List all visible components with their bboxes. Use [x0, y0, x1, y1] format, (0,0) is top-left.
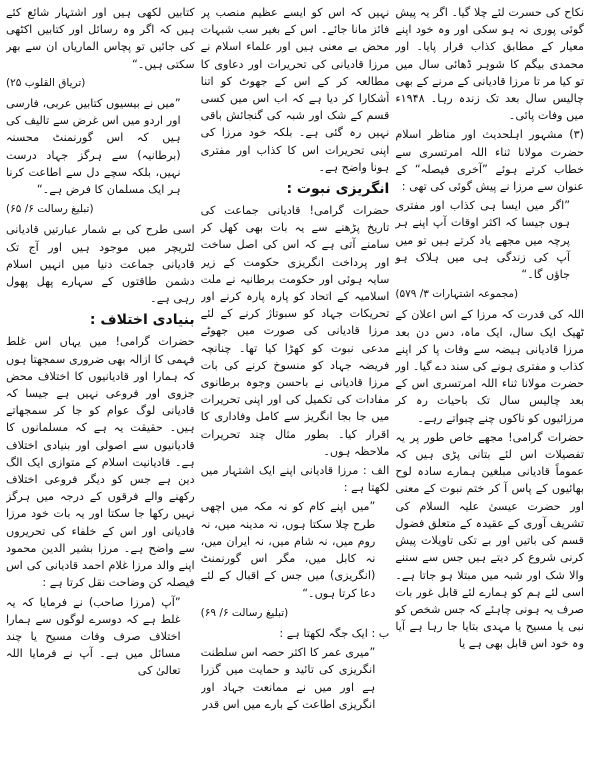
paragraph: کتابیں لکھی ہیں اور اشتہار شائع کئے ہیں کہ اگر وہ رسائل اور کتابیں اکٹھی کی جائیں تو پچاس الماریاں ان سے بھر سکتی ہیں۔“ [5, 6, 195, 71]
paragraph: ب : ایک جگہ لکھتا ہے : [279, 626, 390, 640]
citation: (مجموعہ اشتہارات ۳/ ۵۷۹) [395, 288, 519, 301]
quotation: ”میں اپنے کام کو نہ مکہ میں اچھی طرح چلا سکتا ہوں، نہ مدینہ میں، نہ روم میں، نہ شام میں، نہ ایران میں، نہ کابل میں، مگر اس گورنمنٹ (انگریزی) میں جس کے اقبال کے لئے دعا کرتا ہوں۔“ [200, 500, 376, 600]
paragraph: نکاح کی حسرت لئے چلا گیا۔ اگر یہ پیش گوئی پوری نہ ہو سکی اور وہ خود اپنے معیار کے مطابق کذاب قرار پایا۔ اور محمدی بیگم کا شوہر ڈھائی سال میں تو کیا مر تا مرزا قادیانی کے مرنے کے بھی چالیس سال بعد تک زندہ رہا۔ ۱۹۴۸ء میں وفات پائی۔ [395, 6, 584, 123]
quotation: ”اگر میں ایسا ہی کذاب اور مفتری ہوں جیسا کہ اکثر اوقات آپ اپنے ہر پرچہ میں مجھے یاد کرتے ہیں تو میں آپ کی زندگی ہی میں ہلاک ہو جاؤں گا۔“ [395, 199, 570, 282]
paragraph: (۳) مشہور اہلحدیث اور مناظر اسلام حضرت مولانا ثناء اللہ امرتسری سے خطاب کرتے ہوئے ”آخری فیصلہ“ کے عنوان سے مرزا نے پیش گوئی کی تھی : [395, 128, 584, 194]
paragraph: الف : مرزا قادیانی اپنے ایک اشتہار میں لکھتا ہے : [200, 464, 390, 495]
quotation: ”آپ (مرزا صاحب) نے فرمایا کہ یہ غلط ہے کہ دوسرے لوگوں سے ہمارا اختلاف صرف وفات مسیح یا چند مسائل میں ہے۔ آپ نے فرمایا اللہ تعالیٰ کی [5, 595, 181, 678]
paragraph: اسی طرح کی بے شمار عبارتیں قادیانی لٹریچر میں موجود ہیں اور آج تک قادیانی جماعت دنیا میں انہیں اسلام دشمن طاقتوں کے سہارے پھل پھول رہی ہے۔ [5, 223, 195, 306]
text-column-2 [201, 4, 390, 773]
citation: (تبلیغ رسالت ۶/ ۶۹) [200, 606, 289, 619]
text-column-1 [395, 4, 584, 773]
section-heading: بنیادی اختلاف : [89, 312, 195, 329]
paragraph: نہیں کہ اس کو ایسے عظیم منصب پر فائز مانا جائے۔ اس کے بغیر سب شبہات محض بے معنی ہیں اور علماء اسلام نے مرزا قادیانی کی تحریرات اور دعاوی کا مطالعہ کر کے اس کے جھوٹ کو اتنا آشکارا کر دیا ہے کہ اب اس میں کسی قسم کے شک اور شبہ کی گنجائش باقی نہیں رہ گئی ہے۔ بلکہ خود مرزا کی اپنی تحریرات اس کا کذاب اور مفتری ہونا واضح ہے۔ [200, 6, 390, 174]
citation: (تریاق القلوب ۲۵) [5, 76, 86, 89]
section-heading: انگریزی نبوت : [286, 181, 390, 198]
paragraph: حضرات گرامی! میں یہاں اس غلط فہمی کا ازالہ بھی ضروری سمجھتا ہوں کہ ہمارا اور قادیانیوں کا اختلاف محض جزوی اور فروعی نہیں ہے جیسا کہ قادیانی لوگ عوام کو جا کر سمجھاتے ہیں۔ حقیقت یہ ہے کہ مسلمانوں کا قادیانیوں سے اصولی اور بنیادی اختلاف ہے۔ قادیانیت اسلام کے متوازی ایک الگ دین ہے جس کو دیگر فروعی اختلاف رکھنے والے فرقوں کے درجہ میں ہرگز نہیں رکھا جا سکتا اور یہ بات خود مرزا قادیانی اور اس کے خلفاء کی تحریروں سے واضح ہے۔ مرزا بشیر الدین محمود اپنے والد مرزا غلام احمد قادیانی کی اس فیصلہ کن وضاحت نقل کرتا ہے : [5, 335, 195, 590]
text-column-3 [6, 4, 195, 773]
quotation: ”میں نے بیسیوں کتابیں عربی، فارسی اور اردو میں اس غرض سے تالیف کی ہیں کہ اس گورنمنٹ محسنہ (برطانیہ) سے ہرگز جہاد درست نہیں، بلکہ سچے دل سے اطاعت کرنا ہر ایک مسلمان کا فرض ہے۔“ [5, 97, 181, 197]
quotation: ”میری عمر کا اکثر حصہ اس سلطنت انگریزی کی تائید و حمایت میں گزرا ہے اور میں نے ممانعت جہاد اور انگریزی اطاعت کے بارے میں اس قدر [200, 646, 376, 711]
paragraph: حضرات گرامی! قادیانی جماعت کی تاریخ پڑھنے سے یہ بات بھی کھل کر سامنے آتی ہے کہ اس کی اصل ساخت اور پرداخت انگریزی حکومت کے زیر سایہ ہوئی اور حکومت برطانیہ نے ملت اسلامیہ کے اتحاد کو پارہ پارہ کرنے اور تحریکات جہاد کو سبوتاژ کرنے کے لئے مرزا قادیانی کی صورت میں جھوٹے مدعی نبوت کو کھڑا کیا تھا۔ چنانچہ فریضہ جہاد کو منسوخ کرنے کی بات مرزا قادیانی نے باحسن وجوہ برطانوی مفادات کی تکمیل کی اور اپنی تحریرات میں جا بجا انگریز سے کامل وفاداری کا اقرار کیا۔ بطور مثال چند تحریرات ملاحظہ ہوں۔ [200, 204, 390, 458]
paragraph: حضرات گرامی! مجھے خاص طور پر یہ تفصیلات اس لئے بتانی پڑی ہیں کہ عموماً قادیانی مبلغین ہمارے سادہ لوح بھائیوں کے پاس آ کر ختم نبوت کے معنی اور حضرت عیسیٰ علیہ السلام کی تشریف آوری کے عقیدہ کے متعلق فضول قسم کی باتیں اور بے تکی تاویلات پیش کرنی شروع کر دیتے ہیں جس سے سننے والا شک اور شبہ میں مبتلا ہو جاتا ہے۔ اسی لئے ہم کو ہمارے لئے قابل غور بات صرف یہ ہونی چاہئے کہ جس شخص کو نبی یا مسیح یا مہدی بتایا جا رہا ہے آیا وہ خود اس قابل بھی ہے یا [395, 430, 584, 651]
citation: (تبلیغ رسالت ۶/ ۶۵) [5, 203, 94, 216]
paragraph: اللہ کی قدرت کہ مرزا کے اس اعلان کے ٹھیک ایک سال، ایک ماہ، دس دن بعد مرزا قادیانی ہیضہ سے وفات پا کر اپنے کذاب و مفتری ہونے کی سند دے گیا۔ اور حضرت مولانا ثناء اللہ امرتسری اس کے بعد چالیس سال تک باحیات رہ کر مرزائیوں کو ناکوں چنے چبواتے رہے۔ [395, 308, 584, 425]
